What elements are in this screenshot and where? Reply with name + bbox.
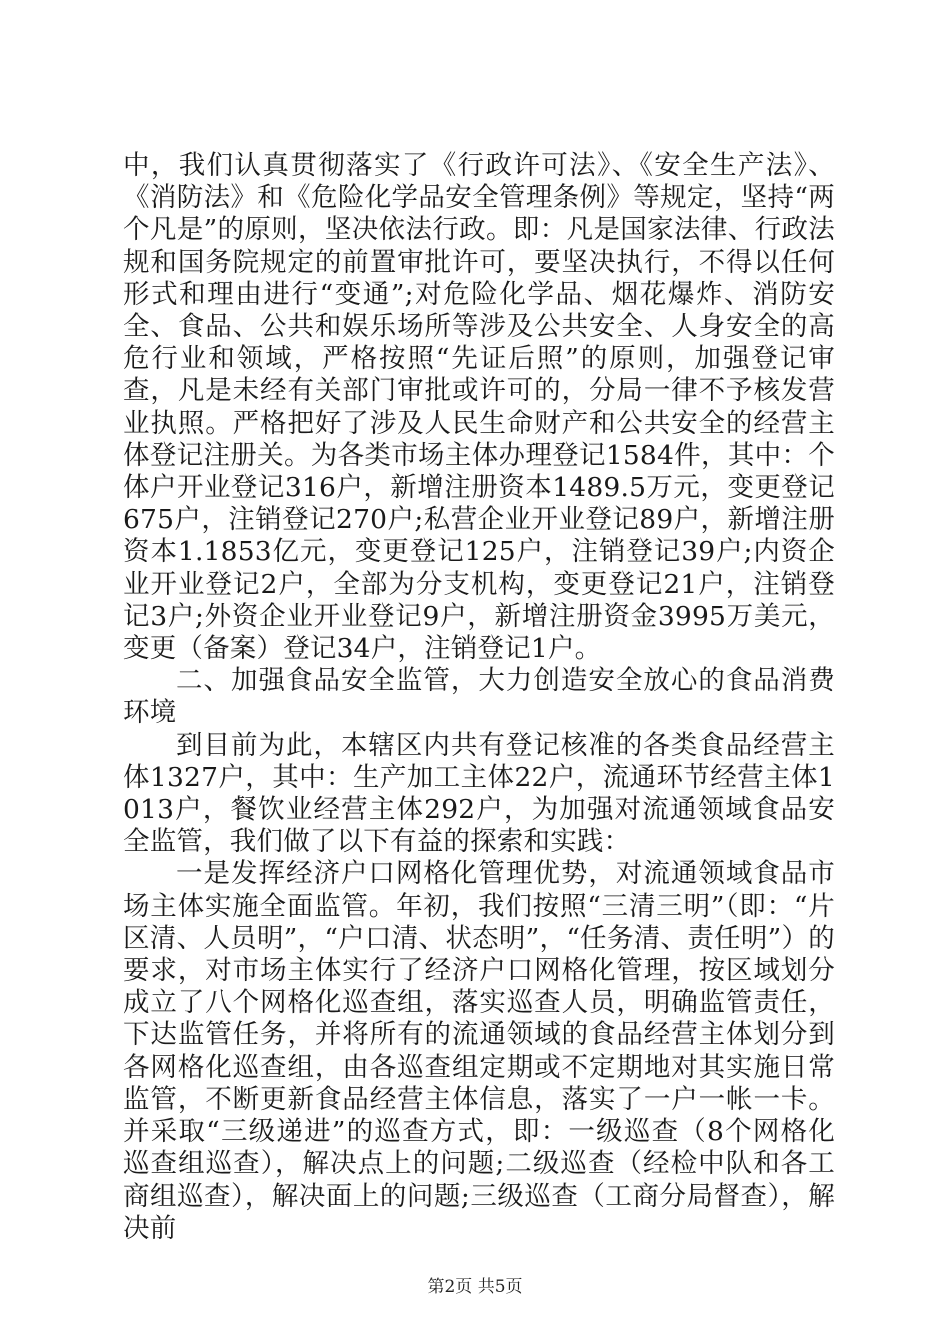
paragraph-food-entities: 到目前为此，本辖区内共有登记核准的各类食品经营主体1327户，其中：生产加工主体22户，流通环节经营主体1013户，餐饮业经营主体292户，为加强对流通领域食品安全监管，我们做了以下有益的探索和实践： [123,729,835,858]
section-heading-food-safety: 二、加强食品安全监管，大力创造安全放心的食品消费环境 [123,665,835,729]
page-number-footer: 第2页 共5页 [427,1277,523,1297]
paragraph-grid-management: 一是发挥经济户口网格化管理优势，对流通领域食品市场主体实施全面监管。年初，我们按照“三清三明”（即：“片区清、人员明”，“户口清、状态明”，“任务清、责任明”）的要求，对市场主体实行了经济户口网格化管理，按区域划分成立了八个网格化巡查组，落实巡查人员，明确监管责任，下达监管任务，并将所有的流通领域的食品经营主体划分到各网格化巡查组，由各巡查组定期或不定期地对其实施日常监管，不断更新食品经营主体信息，落实了一户一帐一卡。并采取“三级递进”的巡查方式，即：一级巡查（8个网格化巡查组巡查），解决点上的问题;二级巡查（经检中队和各工商组巡查），解决面上的问题;三级巡查（工商分局督查），解决前 [123,858,835,1244]
document-body [123,150,835,1245]
paragraph-registration-summary: 中，我们认真贯彻落实了《行政许可法》、《安全生产法》、《消防法》和《危险化学品安全管理条例》等规定，坚持“两个凡是”的原则，坚决依法行政。即：凡是国家法律、行政法规和国务院规定的前置审批许可，要坚决执行，不得以任何形式和理由进行“变通”;对危险化学品、烟花爆炸、消防安全、食品、公共和娱乐场所等涉及公共安全、人身安全的高危行业和领域，严格按照“先证后照”的原则，加强登记审查，凡是未经有关部门审批或许可的，分局一律不予核发营业执照。严格把好了涉及人民生命财产和公共安全的经营主体登记注册关。为各类市场主体办理登记1584件，其中：个体户开业登记316户，新增注册资本1489.5万元，变更登记675户，注销登记270户;私营企业开业登记89户，新增注册资本1.1853亿元，变更登记125户，注销登记39户;内资企业开业登记2户，全部为分支机构，变更登记21户，注销登记3户;外资企业开业登记9户，新增注册资金3995万美元，变更（备案）登记34户，注销登记1户。 [123,150,835,665]
